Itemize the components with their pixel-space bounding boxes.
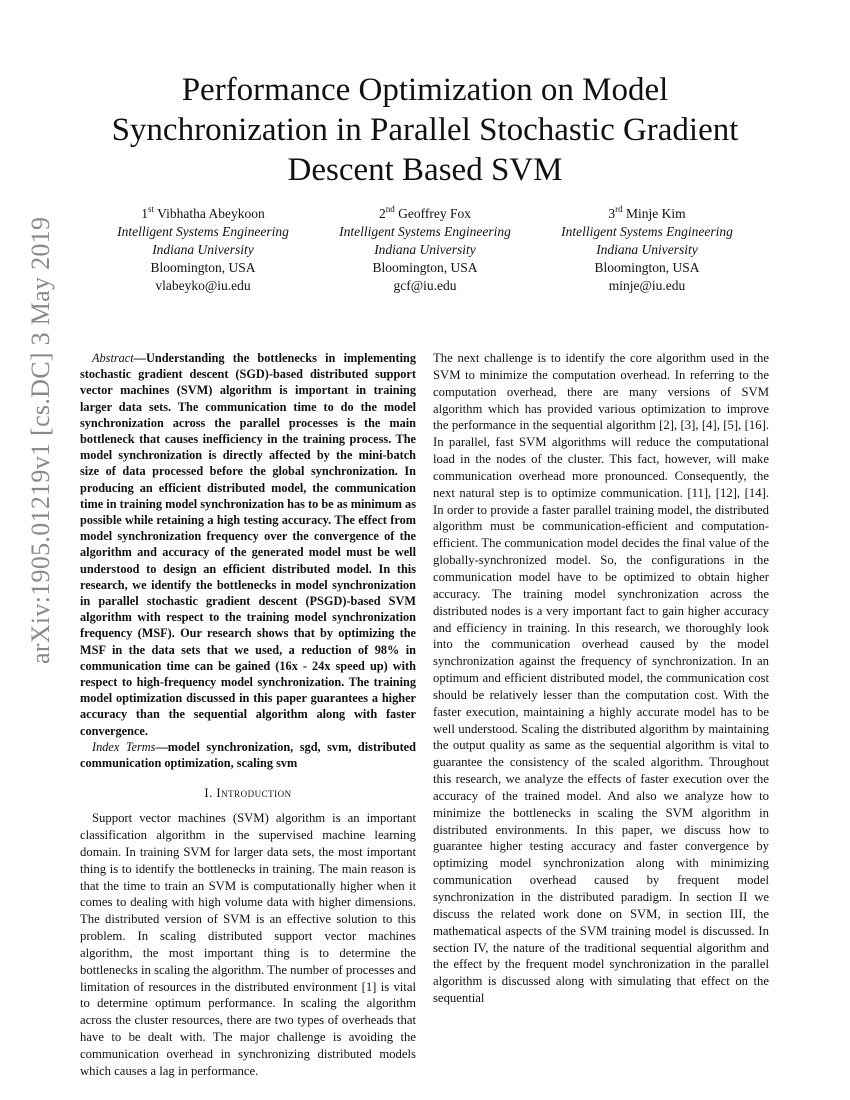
author-department: Intelligent Systems Engineering xyxy=(117,224,289,239)
author-location: Bloomington, USA xyxy=(150,260,256,275)
author-location: Bloomington, USA xyxy=(594,260,700,275)
abstract-text: —Understanding the bottlenecks in implementing stochastic gradient descent (SGD)-based distributed support vector machines (SVM) algorithm is important in training larger data sets. The communication time to do the model synchronization across the parallel processes is the main bottleneck that causes inefficiency in the training process. The model synchronization is directly affected by the mini-batch size of data processed before the global synchronization. In producing an efficient distributed model, the communication time in training model synchronization has to be as minimum as possible while retaining a high testing accuracy. The effect from model synchronization frequency over the convergence of the algorithm and accuracy of the generated model must be well understood to design an efficient distributed model. In this research, we identify the bottlenecks in model synchronization in parallel stochastic gradient descent (PSGD)-based SVM algorithm with respect to the training model synchronization frequency (MSF). Our research shows that by optimizing the MSF in the data sets that we used, a reduction of 98% in communication time can be gained (16x - 24x speed up) with respect to high-frequency model synchronization. The training model optimization discussed in this paper guarantees a higher accuracy than the sequential algorithm along with faster convergence. xyxy=(80,351,416,738)
right-column xyxy=(433,350,769,1007)
introduction-paragraph: Support vector machines (SVM) algorithm is an important classification algorithm in the supervised machine learning domain. In training SVM for larger data sets, the most important thing is to identify the bottlenecks in training. The main reason is that the time to train an SVM is computationally higher when it comes to dealing with high volume data with higher dimensions. The distributed version of SVM is an effective solution to this problem. In scaling distributed support vector machines algorithm, the most important thing is to determine the bottlenecks in scaling the algorithm. The number of processes and limitation of resources in the distributed environment [1] is vital to determine optimum performance. In scaling the algorithm across the cluster resources, there are two types of overheads that have to be dealt with. The major challenge is avoiding the communication overhead in synchronizing distributed models which causes a lag in performance. xyxy=(80,811,416,1078)
abstract-label: Abstract xyxy=(92,351,134,365)
abstract xyxy=(80,350,416,739)
author-university: Indiana University xyxy=(152,242,254,257)
paper-title: Performance Optimization on Model Synchronization in Parallel Stochastic Gradient Descent Based SVM xyxy=(111,72,739,188)
author-university: Indiana University xyxy=(596,242,698,257)
author-department: Intelligent Systems Engineering xyxy=(561,224,733,239)
author-email: gcf@iu.edu xyxy=(393,278,457,293)
author-department: Intelligent Systems Engineering xyxy=(339,224,511,239)
author-email: vlabeyko@iu.edu xyxy=(155,278,251,293)
author-email: minje@iu.edu xyxy=(608,278,686,293)
index-terms-label: Index Terms xyxy=(92,739,156,754)
section-heading-introduction: I. Introduction xyxy=(204,786,292,801)
author-3 xyxy=(532,205,762,295)
author-name: 1st Vibhatha Abeykoon xyxy=(141,204,265,221)
author-university: Indiana University xyxy=(374,242,476,257)
author-1 xyxy=(88,205,318,295)
author-location: Bloomington, USA xyxy=(372,260,478,275)
left-column xyxy=(80,350,416,1080)
author-2 xyxy=(310,205,540,295)
author-name: 2nd Geoffrey Fox xyxy=(379,204,471,221)
index-terms-text: —model synchronization, sgd, svm, distributed communication optimization, scaling svm xyxy=(80,739,416,771)
body-paragraph: The next challenge is to identify the core algorithm used in the SVM to minimize the computation overhead. In referring to the computation overhead, there are many versions of SVM algorithm which has provided various optimization to improve the performance in the sequential algorithm [2], [3], [4], [5], [16]. In parallel, fast SVM algorithms will reduce the computational load in the nodes of the cluster. This fact, however, will make communication overhead more pronounced. Consequently, the next natural step is to optimize communication. [11], [12], [14]. In order to provide a faster parallel training model, the distributed algorithm must be communication-efficient and computation-efficient. The communication model decides the final value of the globally-synchronized model. So, the configurations in the communication model have to be optimized to obtain higher accuracy. The training model synchronization across the distributed nodes is a very important fact to gain higher accuracy and efficiency in training. In this research, we thoroughly look into the communication overhead caused by the model synchronization against the frequency of synchronization. In an optimum and efficient distributed model, the communication cost should be relatively lesser than the computation cost. With the faster execution, maintaining a highly accurate model has to be well understood. Scaling the distributed algorithm by maintaining the output quality as same as the sequential algorithm is vital to guarantee the consistency of the scaled algorithm. Throughout this research, we analyze the effects of faster execution over the accuracy of the trained model. And also we analyze how to minimize the bottlenecks in scaling the SVM algorithm in distributed environments. In this paper, we discuss how to guarantee higher testing accuracy and faster convergence by optimizing model synchronization along with minimizing communication overhead caused by frequent model synchronization in the distributed paradigm. In section II we discuss the related work done on SVM, in section III, the mathematical aspects of the SVM training model is discussed. In section IV, the nature of the traditional sequential algorithm and the effect by the frequent model synchronization in the parallel algorithm is discussed along with simulating that effect on the sequential xyxy=(433,351,769,1006)
index-terms xyxy=(80,739,416,771)
arxiv-identifier: arXiv:1905.01219v1 [cs.DC] 3 May 2019 xyxy=(26,216,55,664)
author-name: 3rd Minje Kim xyxy=(608,204,686,221)
